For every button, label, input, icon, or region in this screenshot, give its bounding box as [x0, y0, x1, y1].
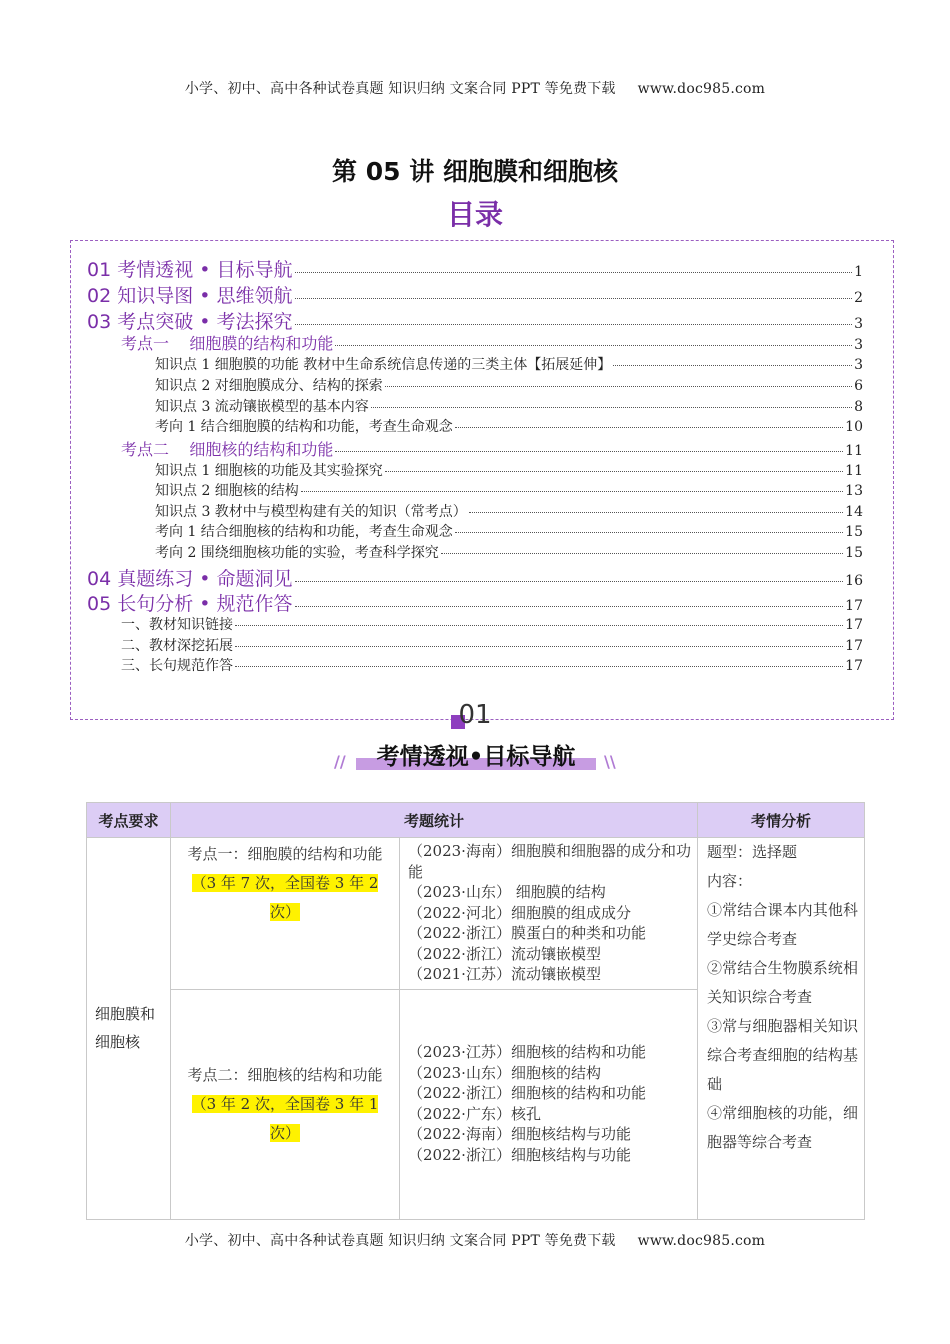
- header-statistics: 考题统计: [171, 803, 698, 838]
- stat-item: （2022·广东）核孔: [408, 1104, 541, 1123]
- section-deco-left: //: [334, 752, 346, 771]
- toc-entry-zhishidian-2-3[interactable]: 知识点 3 教材中与模型构建有关的知识（常考点） 14: [155, 504, 863, 520]
- toc-entry-05[interactable]: 05 长句分析 • 规范作答 17: [87, 593, 863, 615]
- analysis-line: ③常与细胞器相关知识综合考查细胞的结构基础: [707, 1017, 859, 1093]
- toc-entry-03[interactable]: 03 考点突破 • 考法探究 3: [87, 311, 863, 333]
- header-url[interactable]: www.doc985.com: [637, 81, 766, 97]
- kaodian-2-cell: [171, 989, 400, 1219]
- stat-item: （2022·河北）细胞膜的组成成分: [408, 903, 631, 922]
- analysis-line: 题型：选择题: [707, 843, 798, 861]
- toc-entry-kaoxiang-2-1[interactable]: 考向 1 结合细胞核的结构和功能，考查生命观念 15: [155, 524, 863, 540]
- stat-item: （2022·浙江）膜蛋白的种类和功能: [408, 924, 646, 942]
- toc-entry-kaoxiang-1-1[interactable]: 考向 1 结合细胞膜的结构和功能，考查生命观念 10: [155, 419, 863, 435]
- analysis-line: ④常细胞核的功能，细胞器等综合考查: [707, 1104, 859, 1151]
- kaodian-1-label: 考点一：细胞膜的结构和功能: [187, 845, 383, 863]
- stat-item: （2023·山东） 细胞膜的结构: [408, 883, 606, 901]
- footer-text: 小学、初中、高中各种试卷真题 知识归纳 文案合同 PPT 等免费下载: [184, 1233, 616, 1249]
- stat-item: （2023·江苏）细胞核的结构和功能: [408, 1043, 646, 1061]
- topic-cell: 细胞膜和细胞核: [87, 838, 171, 1220]
- toc-entry-02[interactable]: 02 知识导图 • 思维领航 2: [87, 285, 863, 307]
- toc-entry-04[interactable]: 04 真题练习 • 命题洞见 16: [87, 568, 863, 590]
- toc-entry-05-3[interactable]: 三、长句规范作答 17: [121, 658, 863, 674]
- analysis-line: ②常结合生物膜系统相关知识综合考查: [707, 959, 859, 1006]
- section-title: 考情透视•目标导航: [376, 744, 576, 770]
- footer-url[interactable]: www.doc985.com: [637, 1233, 766, 1249]
- toc-entry-05-2[interactable]: 二、教材深挖拓展 17: [121, 638, 863, 654]
- stat-item: （2021·江苏）流动镶嵌模型: [408, 965, 601, 983]
- header-requirement: 考点要求: [87, 803, 171, 838]
- kaodian-2-label: 考点二：细胞核的结构和功能: [187, 1065, 383, 1084]
- kaodian-1-cell: [171, 838, 400, 990]
- toc-entry-kaodian-2[interactable]: 考点二 细胞核的结构和功能 11: [121, 440, 863, 459]
- table-header-row: [87, 803, 865, 838]
- section-deco-right: \\: [604, 752, 616, 771]
- table-row: [87, 838, 865, 990]
- toc-heading: 目录: [446, 198, 503, 231]
- page-header: [0, 78, 950, 98]
- kaodian-2-count: （3 年 2 次，全国卷 3 年 1 次）: [191, 1094, 379, 1142]
- header-analysis: 考情分析: [698, 803, 865, 838]
- stat-item: （2022·浙江）流动镶嵌模型: [408, 944, 601, 963]
- toc-entry-zhishidian-2-1[interactable]: 知识点 1 细胞核的功能及其实验探究 11: [155, 463, 863, 479]
- toc-entry-zhishidian-1-1[interactable]: 知识点 1 细胞膜的功能 教材中生命系统信息传递的三类主体【拓展延伸】 3: [155, 357, 863, 373]
- header-text: 小学、初中、高中各种试卷真题 知识归纳 文案合同 PPT 等免费下载: [184, 81, 616, 97]
- stat-item: （2023·海南）细胞膜和细胞器的成分和功能: [408, 842, 691, 881]
- kaodian-1-count: （3 年 7 次，全国卷 3 年 2 次）: [191, 874, 379, 921]
- toc-entry-01[interactable]: 01 考情透视 • 目标导航 1: [87, 259, 863, 281]
- section-number: 01: [0, 700, 950, 730]
- analysis-line: 内容：: [707, 872, 753, 890]
- toc-entry-05-1[interactable]: 一、教材知识链接 17: [121, 617, 863, 633]
- toc-entry-kaoxiang-2-2[interactable]: 考向 2 围绕细胞核功能的实验，考查科学探究 15: [155, 545, 863, 561]
- exam-analysis-table: [86, 802, 865, 1220]
- page-title: 第 05 讲 细胞膜和细胞核: [332, 157, 618, 186]
- stat-item: （2023·山东）细胞核的结构: [408, 1063, 601, 1082]
- toc-entry-zhishidian-1-2[interactable]: 知识点 2 对细胞膜成分、结构的探索 6: [155, 378, 863, 394]
- toc-entry-zhishidian-2-2[interactable]: 知识点 2 细胞核的结构 13: [155, 483, 863, 499]
- table-of-contents: [70, 240, 894, 720]
- page-footer: [0, 1230, 950, 1250]
- kaodian-1-stats: [400, 838, 698, 990]
- analysis-line: ①常结合课本内其他科学史综合考查: [707, 901, 859, 948]
- section-banner: [356, 740, 596, 770]
- analysis-cell: [698, 838, 865, 1220]
- toc-entry-zhishidian-1-3[interactable]: 知识点 3 流动镶嵌模型的基本内容 8: [155, 399, 863, 415]
- stat-item: （2022·浙江）细胞核的结构和功能: [408, 1084, 646, 1102]
- kaodian-2-stats: [400, 989, 698, 1219]
- toc-entry-kaodian-1[interactable]: 考点一 细胞膜的结构和功能 3: [121, 334, 863, 353]
- stat-item: （2022·浙江）细胞核结构与功能: [408, 1145, 631, 1164]
- stat-item: （2022·海南）细胞核结构与功能: [408, 1125, 631, 1143]
